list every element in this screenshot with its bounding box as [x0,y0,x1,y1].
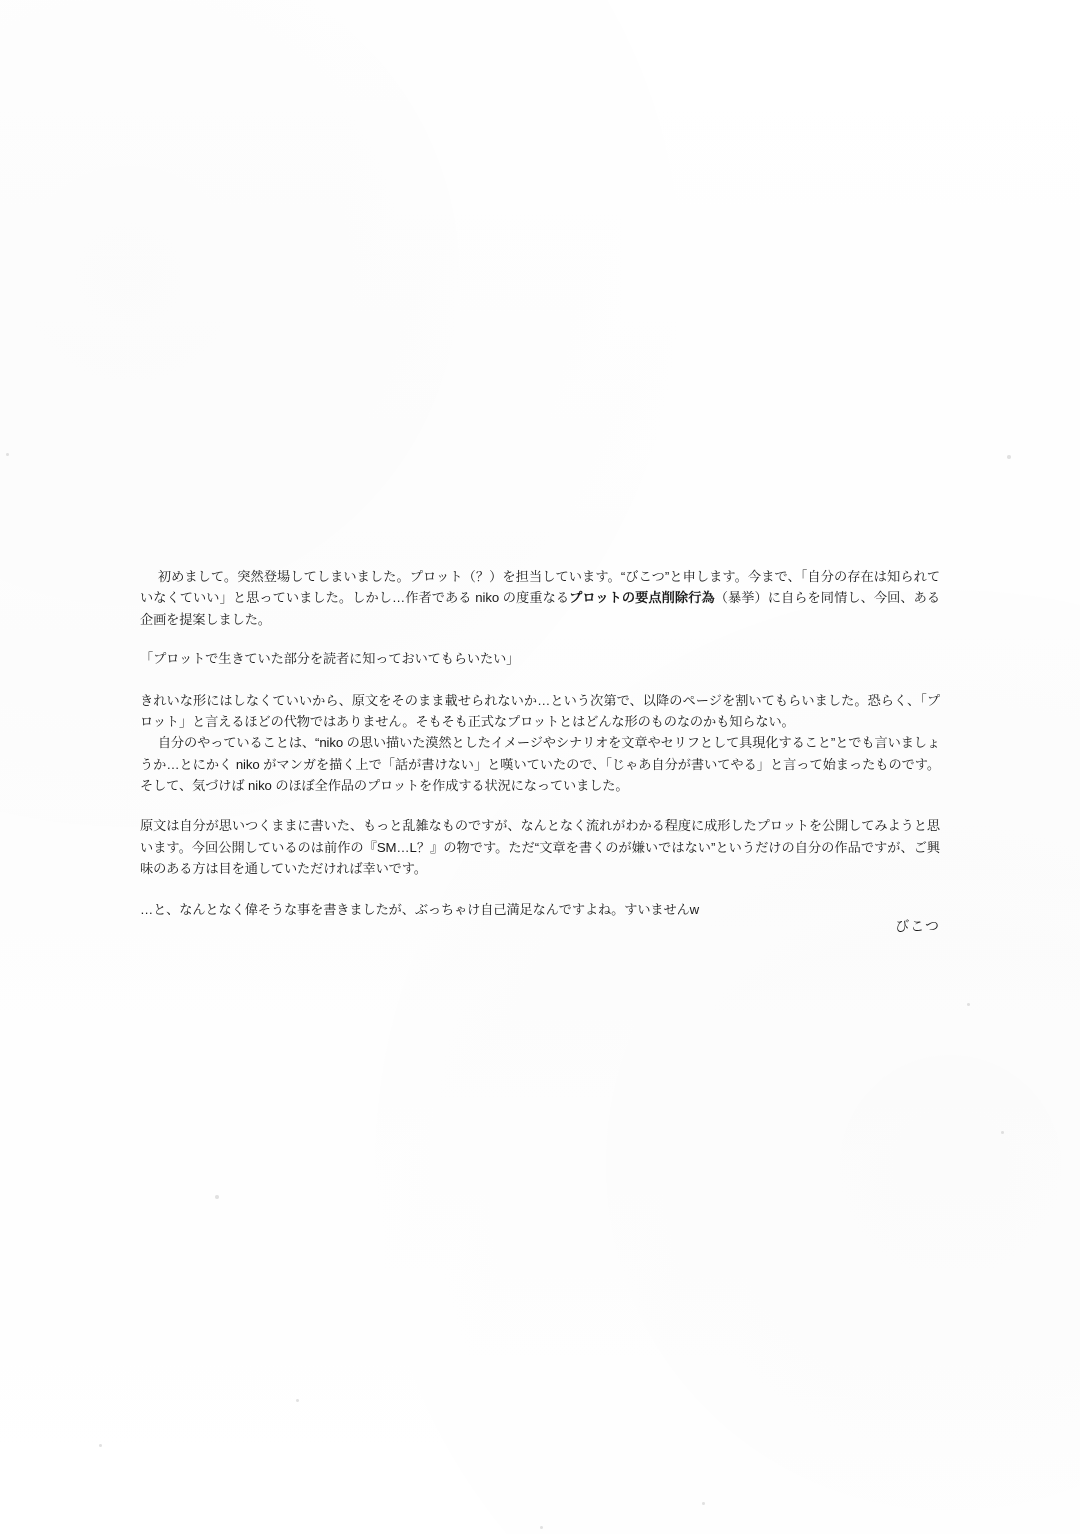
scan-speck [1007,455,1011,459]
paragraph-intro [140,566,940,630]
text-run: …と、なんとなく偉そうな事を書きましたが、ぶっちゃけ自己満足なんですよね。すいませんw [140,901,700,917]
author-signature: びこつ [895,918,940,934]
scan-speck [99,1444,102,1447]
scan-speck [6,453,9,456]
afterword-text-block [140,566,940,935]
text-run: 初めまして。突然登場してしまいました。プロット（？）を担当しています。“びこつ”と申します。今まで、「自分の存在は知られていなくていい」と思っていました。しかし…作者である niko の度重なる [140,569,940,606]
paragraph-body-1 [140,690,940,733]
paragraph-body-2 [140,732,940,796]
text-run: 自分のやっていることは、“niko の思い描いた漠然としたイメージやシナリオを文章やセリフとして具現化すること”とでも言いましょうか…とにかく niko がマンガを描く上で「話が書けない」と嘆いていたので、「じゃあ自分が書いてやる」と言って始まったものです。そして、気づけば niko のほぼ全作品のプロットを作成する状況になっていました。 [140,735,940,793]
scan-speck [540,1526,543,1529]
emphasized-text: プロットの要点削除行為 [569,590,715,606]
text-run: 原文は自分が思いつくままに書いた、もっと乱雑なものですが、なんとなく流れがわかる程度に成形したプロットを公開してみようと思います。今回公開しているのは前作の『SM…L？』の物です。ただ“文章を書くのが嫌いではない”というだけの自分の作品ですが、ご興味のある方は目を通していただければ幸いです。 [140,818,940,877]
text-run: きれいな形にはしなくていいから、原文をそのまま載せられないか…という次第で、以降のページを割いてもらいました。恐らく、「プロット」と言えるほどの代物ではありません。そもそも正式なプロットとはどんな形のものなのかも知らない。 [140,692,940,729]
scan-speck [1001,1131,1004,1134]
paragraph-quote [140,648,940,669]
paragraph-body-3 [140,815,940,879]
scan-speck [296,1399,299,1402]
scan-speck [967,1003,970,1006]
text-run: 「プロットで生きていた部分を読者に知っておいてもらいたい」 [140,651,520,667]
scan-speck [215,1195,219,1199]
text-run: （暴挙）に自らを同情し、今回、ある企画を提案しました。 [140,590,940,627]
scan-speck [702,1502,705,1505]
